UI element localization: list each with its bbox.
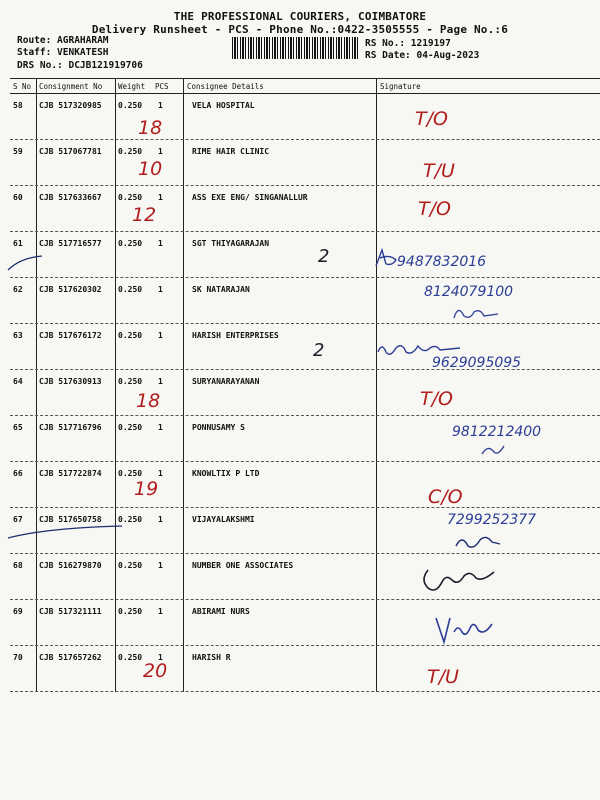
handwritten-note: 12 [132,204,157,226]
row-weight: 0.250 [118,423,143,432]
row-consignment: CJB 517722874 [39,469,102,478]
table-row [0,188,600,234]
row-pcs: 1 [158,377,163,386]
table-row [0,464,600,510]
row-consignee: HARISH ENTERPRISES [192,331,279,340]
barcode-image [232,37,358,59]
handwritten-mark: 2 [318,246,330,267]
handwritten-phone: 9629095095 [432,355,522,371]
col-header-consignment: Consignment No [39,82,103,91]
row-consignee: RIME HAIR CLINIC [192,147,270,156]
table-row [0,96,600,142]
drs-number: DRS No.: DCJB121919706 [17,60,143,71]
signature-scribble [374,338,464,362]
row-pcs: 1 [158,285,163,294]
row-divider [10,415,600,416]
row-pcs: 1 [158,607,163,616]
table-top-rule [10,78,600,79]
row-sno: 64 [13,377,23,386]
row-consignee: SK NATARAJAN [192,285,250,294]
handwritten-phone: 8124079100 [424,284,514,300]
row-consignee: VELA HOSPITAL [192,101,255,110]
rs-date: RS Date: 04-Aug-2023 [365,50,480,61]
table-row [0,142,600,188]
row-consignment: CJB 517321111 [39,607,102,616]
signature-scribble [452,530,502,552]
row-weight: 0.250 [118,653,143,662]
row-consignee: VIJAYALAKSHMI [192,515,255,524]
col-header-consignee: Consignee Details [187,82,264,91]
row-consignee: SURYANARAYANAN [192,377,260,386]
row-sno: 63 [13,331,23,340]
row-consignee: SGT THIYAGARAJAN [192,239,270,248]
handwritten-phone: 9487832016 [397,254,487,270]
table-row [0,372,600,418]
row-weight: 0.250 [118,147,143,156]
row-consignment: CJB 517657262 [39,653,102,662]
row-weight: 0.250 [118,469,143,478]
row-divider [10,507,600,508]
row-sno: 59 [13,147,23,156]
handwritten-signature: C/O [428,486,463,508]
row-sno: 62 [13,285,23,294]
row-consignee: ABIRAMI NURS [192,607,250,616]
handwritten-signature: T/O [415,108,448,130]
handwritten-phone: 7299252377 [447,512,537,528]
handwritten-signature: T/U [423,160,455,182]
row-consignment: CJB 517676172 [39,331,102,340]
row-pcs: 1 [158,653,163,662]
row-consignee: PONNUSAMY S [192,423,245,432]
handwritten-phone: 9812212400 [452,424,542,440]
row-consignee: ASS EXE ENG/ SINGANALLUR [192,193,308,202]
row-consignment: CJB 517067781 [39,147,102,156]
row-sno: 66 [13,469,23,478]
row-consignment: CJB 517630913 [39,377,102,386]
row-divider [10,691,600,692]
row-pcs: 1 [158,515,163,524]
rs-number: RS No.: 1219197 [365,38,451,49]
row-sno: 65 [13,423,23,432]
row-divider [10,231,600,232]
signature-scribble [372,244,400,272]
col-header-signature: Signature [380,82,421,91]
row-divider [10,461,600,462]
row-consignee: KNOWLTIX P LTD [192,469,260,478]
row-consignment: CJB 517716577 [39,239,102,248]
row-divider [10,553,600,554]
row-consignment: CJB 517620302 [39,285,102,294]
table-row [0,556,600,602]
handwritten-note: 20 [143,660,168,682]
row-pcs: 1 [158,423,163,432]
row-consignment: CJB 517320985 [39,101,102,110]
row-consignment: CJB 516279870 [39,561,102,570]
row-weight: 0.250 [118,331,143,340]
row-consignment: CJB 517650758 [39,515,102,524]
row-weight: 0.250 [118,561,143,570]
row-weight: 0.250 [118,607,143,616]
handwritten-note: 18 [136,390,161,412]
row-pcs: 1 [158,101,163,110]
pen-stroke [6,522,126,542]
signature-scribble [450,302,500,322]
row-weight: 0.250 [118,239,143,248]
handwritten-note: 10 [138,158,163,180]
row-divider [10,185,600,186]
signature-scribble [478,440,508,460]
row-consignment: CJB 517716796 [39,423,102,432]
row-divider [10,599,600,600]
route-label: Route: AGRAHARAM [17,35,109,46]
handwritten-signature: T/U [427,666,459,688]
row-divider [10,645,600,646]
row-weight: 0.250 [118,285,143,294]
staff-label: Staff: VENKATESH [17,47,109,58]
row-sno: 67 [13,515,23,524]
col-header-sno: S No [13,82,32,91]
table-row [0,648,600,694]
row-pcs: 1 [158,147,163,156]
col-header-weight: Weight [118,82,146,91]
table-row [0,602,600,648]
row-pcs: 1 [158,193,163,202]
row-divider [10,139,600,140]
row-weight: 0.250 [118,193,143,202]
signature-scribble [418,564,498,600]
table-header-rule [10,93,600,94]
company-title: THE PROFESSIONAL COURIERS, COIMBATORE [173,10,427,23]
handwritten-mark: 2 [313,340,325,361]
handwritten-signature: T/O [420,388,453,410]
row-sno: 58 [13,101,23,110]
row-weight: 0.250 [118,101,143,110]
row-sno: 70 [13,653,23,662]
handwritten-note: 18 [138,117,163,139]
row-consignee: NUMBER ONE ASSOCIATES [192,561,294,570]
row-weight: 0.250 [118,515,143,524]
row-pcs: 1 [158,331,163,340]
handwritten-note: 19 [134,478,159,500]
col-header-pcs: PCS [155,82,169,91]
pen-stroke [6,252,46,276]
handwritten-signature: T/O [418,198,451,220]
row-sno: 69 [13,607,23,616]
table-row [0,234,600,280]
row-consignment: CJB 517633667 [39,193,102,202]
row-divider [10,323,600,324]
row-sno: 61 [13,239,23,248]
runsheet-subtitle: Delivery Runsheet - PCS - Phone No.:0422-3505555 - Page No.:6 [91,23,509,36]
row-sno: 68 [13,561,23,570]
row-sno: 60 [13,193,23,202]
row-pcs: 1 [158,469,163,478]
row-divider [10,277,600,278]
signature-scribble [432,610,496,650]
row-weight: 0.250 [118,377,143,386]
row-consignee: HARISH R [192,653,231,662]
row-pcs: 1 [158,561,163,570]
row-pcs: 1 [158,239,163,248]
